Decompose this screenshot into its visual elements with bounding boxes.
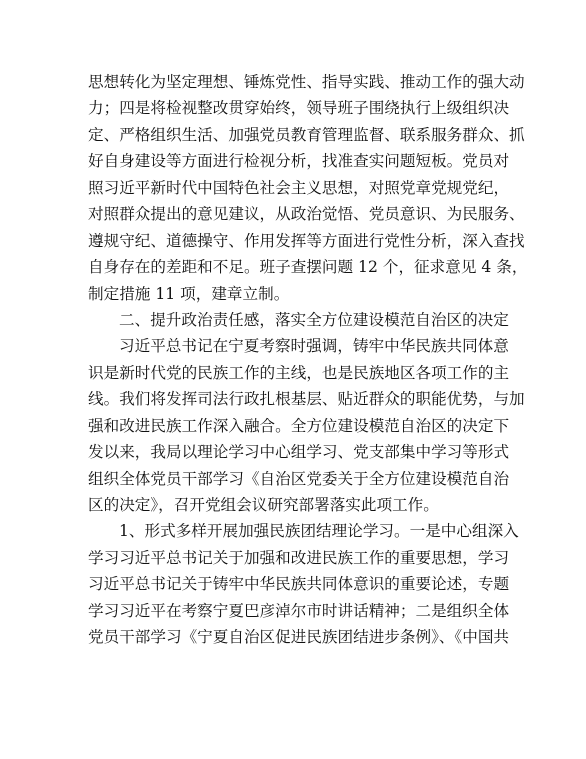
text-line: 党员干部学习《宁夏自治区促进民族团结进步条例》、《中国共 [88,628,510,647]
text-line: 自身存在的差距和不足。班子查摆问题 12 个，征求意见 4 条， [88,258,528,277]
text-line: 照习近平新时代中国特色社会主义思想，对照党章党规党纪， [88,178,510,197]
text-line: 思想转化为坚定理想、锤炼党性、指导实践、推动工作的强大动 [88,73,525,91]
text-line: 区的决定》，召开党组会议研究部署落实此项工作。 [88,496,439,514]
text-line: 学习习近平总书记关于加强和改进民族工作的重要思想，学习 [88,548,510,567]
text-line: 力；四是将检视整改贯穿始终，领导班子围绕执行上级组织决 [88,99,510,118]
text-line: 发以来，我局以理论学习中心组学习、党支部集中学习等形式 [88,443,510,462]
text-line: 遵规守纪、道德操守、作用发挥等方面进行党性分析，深入查找 [88,231,525,250]
section-heading: 二、提升政治责任感，落实全方位建设模范自治区的决定 [119,310,509,329]
text-line: 组织全体党员干部学习《自治区党委关于全方位建设模范自治 [88,469,510,488]
paragraph-first-line: 习近平总书记在宁夏考察时强调，铸牢中华民族共同体意 [119,337,509,356]
text-line: 强和改进民族工作深入融合。全方位建设模范自治区的决定下 [88,416,510,435]
text-line: 识是新时代党的民族工作的主线，也是民族地区各项工作的主 [88,363,510,382]
text-line: 习近平总书记关于铸牢中华民族共同体意识的重要论述，专题 [88,575,510,594]
paragraph-first-line: 1、形式多样开展加强民族团结理论学习。一是中心组深入 [119,522,519,541]
text-line: 定、严格组织生活、加强党员教育管理监督、联系服务群众、抓 [88,125,525,144]
text-line: 学习习近平在考察宁夏巴彦淖尔市时讲话精神；二是组织全体 [88,601,510,620]
document-body [88,70,528,652]
text-line: 对照群众提出的意见建议，从政治觉悟、党员意识、为民服务、 [88,205,525,224]
text-line: 好自身建设等方面进行检视分析，找准查实问题短板。党员对 [88,152,510,171]
text-line: 制定措施 11 项，建章立制。 [88,284,290,303]
text-line: 线。我们将发挥司法行政扎根基层、贴近群众的职能优势，与加 [88,390,525,409]
